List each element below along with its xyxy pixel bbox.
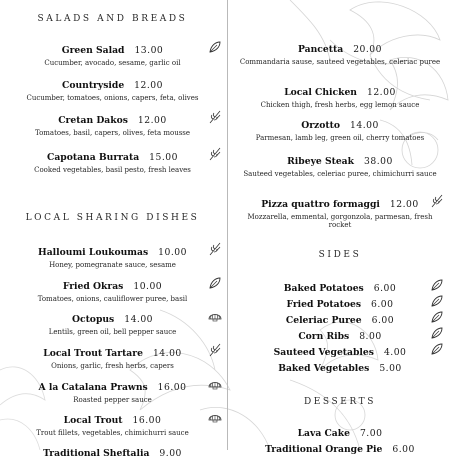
menu-item-line bbox=[0, 408, 225, 427]
menu-item-name: Octopus bbox=[71, 314, 115, 325]
herb-icon bbox=[430, 193, 444, 207]
menu-item bbox=[230, 437, 450, 456]
menu-item bbox=[0, 274, 225, 303]
shell-icon bbox=[208, 308, 222, 322]
menu-item-name: Traditional Sheftalia bbox=[43, 448, 150, 459]
menu-item-price: 4.00 bbox=[383, 347, 407, 358]
leaf-icon bbox=[208, 275, 222, 289]
menu-item-name: Local Chicken bbox=[284, 87, 357, 98]
menu-item-name: Halloumi Loukoumas bbox=[38, 247, 149, 258]
menu-item-description: Onions, garlic, fresh herbs, capers bbox=[51, 362, 174, 370]
menu-item-price: 14.00 bbox=[152, 348, 182, 359]
menu-item-description: Tomatoes, basil, capers, olives, feta mousse bbox=[34, 129, 191, 137]
menu-item-name: Cretan Dakos bbox=[58, 115, 128, 126]
menu-item-name: Pancetta bbox=[298, 44, 344, 55]
menu-item-name: Fried Okras bbox=[62, 281, 124, 292]
menu-item-line bbox=[0, 73, 225, 92]
menu-item-description: Commandaria sause, sauteed vegetables, celeriac puree bbox=[239, 58, 441, 66]
menu-item-name: Traditional Orange Pie bbox=[265, 444, 383, 455]
menu-item-price: 15.00 bbox=[149, 152, 178, 163]
menu-item bbox=[0, 145, 225, 174]
menu-item-price: 6.00 bbox=[371, 315, 395, 326]
menu-item-price: 12.00 bbox=[134, 80, 163, 91]
menu-item-description: Roasted pepper sauce bbox=[73, 396, 152, 404]
menu-item-price: 8.00 bbox=[359, 331, 382, 342]
menu-item-description: Trout fillets, vegetables, chimichurri sauce bbox=[36, 429, 189, 437]
menu-item-price: 6.00 bbox=[392, 444, 415, 455]
herb-icon bbox=[208, 146, 222, 160]
menu-item-price: 14.00 bbox=[124, 314, 154, 325]
menu-item-description: Cucumber, avocado, sesame, garlic oil bbox=[44, 59, 181, 67]
menu-item-line bbox=[0, 274, 225, 293]
menu-item-description: Chicken thigh, fresh herbs, egg lemon sauce bbox=[260, 101, 420, 109]
menu-item-price: 9.00 bbox=[159, 448, 182, 459]
menu-item-name: Sauteed Vegetables bbox=[273, 347, 374, 358]
leaf-icon bbox=[430, 293, 444, 307]
menu-item-price: 20.00 bbox=[353, 44, 382, 55]
menu-item-description: Parmesan, lamb leg, green oil, cherry tomatoes bbox=[255, 134, 425, 142]
menu-item bbox=[0, 341, 225, 370]
menu-item-price: 12.00 bbox=[137, 115, 167, 126]
menu-item-description: Cooked vegetables, basil pesto, fresh leaves bbox=[34, 166, 191, 174]
menu-item-line bbox=[0, 145, 225, 164]
menu-item-line bbox=[0, 441, 225, 460]
menu-item-price: 16.00 bbox=[157, 382, 187, 393]
menu-item-line bbox=[0, 240, 225, 259]
menu-item-name: Capotana Burrata bbox=[47, 152, 140, 163]
menu-item-price: 6.00 bbox=[373, 283, 397, 294]
menu-item-line bbox=[0, 307, 225, 326]
menu-item-description: Sauteed vegetables, celeriac puree, chimichurri sauce bbox=[243, 170, 437, 178]
menu-item-line bbox=[0, 375, 225, 394]
menu-item-name: Fried Potatoes bbox=[286, 299, 362, 310]
leaf-icon bbox=[430, 277, 444, 291]
section-title-salads: SALADS AND BREADS bbox=[37, 14, 188, 24]
menu-item-line bbox=[230, 80, 450, 99]
menu-item-price: 10.00 bbox=[133, 281, 163, 292]
menu-item bbox=[0, 240, 225, 269]
menu-item bbox=[230, 192, 450, 229]
menu-item-line bbox=[0, 108, 225, 127]
shell-icon bbox=[208, 409, 222, 423]
menu-item-name: Local Trout Tartare bbox=[43, 348, 143, 359]
menu-item-name: A la Catalana Prawns bbox=[38, 382, 148, 393]
menu-item-name: Pizza quattro formaggi bbox=[261, 199, 380, 210]
menu-item-line bbox=[230, 113, 450, 132]
menu-item bbox=[0, 408, 225, 437]
menu-item bbox=[230, 356, 450, 375]
menu-item bbox=[0, 108, 225, 137]
shell-icon bbox=[208, 376, 222, 390]
menu-item bbox=[0, 38, 225, 67]
menu-item-price: 12.00 bbox=[389, 199, 419, 210]
menu-item-price: 12.00 bbox=[366, 87, 396, 98]
menu-item-line bbox=[230, 37, 450, 56]
menu-item-name: Countryside bbox=[62, 80, 125, 91]
menu-item-name: Baked Potatoes bbox=[283, 283, 364, 294]
menu-item-line bbox=[230, 437, 450, 456]
menu-item-name: Baked Vegetables bbox=[278, 363, 370, 374]
menu-item-name: Orzotto bbox=[301, 120, 340, 131]
leaf-icon bbox=[430, 341, 444, 355]
menu-item-price: 13.00 bbox=[134, 45, 164, 56]
menu-item-price: 38.00 bbox=[364, 156, 393, 167]
menu-item-line bbox=[230, 149, 450, 168]
menu-item-line bbox=[230, 356, 450, 375]
menu-item-name: Celeriac Puree bbox=[285, 315, 362, 326]
menu-item-price: 14.00 bbox=[350, 120, 379, 131]
menu-item-line bbox=[230, 192, 450, 211]
herb-icon bbox=[208, 342, 222, 356]
menu-item-description: Lentils, green oil, bell pepper sauce bbox=[48, 328, 177, 336]
menu-item-description: Mozzarella, emmental, gorgonzola, parmesan, fresh rocket bbox=[247, 213, 433, 229]
menu-item bbox=[230, 37, 450, 66]
menu-item-line bbox=[0, 38, 225, 57]
menu-item-line bbox=[0, 341, 225, 360]
herb-icon bbox=[208, 109, 222, 123]
menu-item bbox=[0, 307, 225, 336]
menu-item bbox=[0, 441, 225, 460]
menu-item-name: Green Salad bbox=[61, 45, 125, 56]
menu-item bbox=[230, 80, 450, 109]
menu-item bbox=[230, 149, 450, 178]
menu-item bbox=[0, 375, 225, 404]
leaf-icon bbox=[430, 325, 444, 339]
menu-item-price: 10.00 bbox=[158, 247, 187, 258]
left-column bbox=[0, 0, 225, 459]
right-column bbox=[230, 0, 450, 455]
menu-item-price: 6.00 bbox=[371, 299, 394, 310]
menu-item-description: Cucumber, tomatoes, onions, capers, feta, olives bbox=[26, 94, 199, 102]
menu-item-name: Ribeye Steak bbox=[287, 156, 354, 167]
menu-item-price: 7.00 bbox=[359, 428, 383, 439]
menu-item bbox=[230, 113, 450, 142]
menu-item-name: Lava Cake bbox=[297, 428, 350, 439]
section-title-sides: SIDES bbox=[318, 250, 362, 260]
menu-item-price: 5.00 bbox=[379, 363, 402, 374]
herb-icon bbox=[208, 241, 222, 255]
leaf-icon bbox=[430, 309, 444, 323]
section-title-sharing: LOCAL SHARING DISHES bbox=[25, 213, 200, 223]
menu-item-name: Local Trout bbox=[63, 415, 123, 426]
menu-item-description: Tomatoes, onions, cauliflower puree, basil bbox=[37, 295, 188, 303]
column-divider bbox=[227, 0, 228, 450]
menu-item-name: Corn Ribs bbox=[298, 331, 350, 342]
menu-item bbox=[0, 73, 225, 102]
section-title-desserts: DESSERTS bbox=[303, 397, 377, 407]
leaf-icon bbox=[208, 39, 222, 53]
menu-item-description: Honey, pomegranate sauce, sesame bbox=[49, 261, 176, 269]
menu-item-price: 16.00 bbox=[132, 415, 162, 426]
